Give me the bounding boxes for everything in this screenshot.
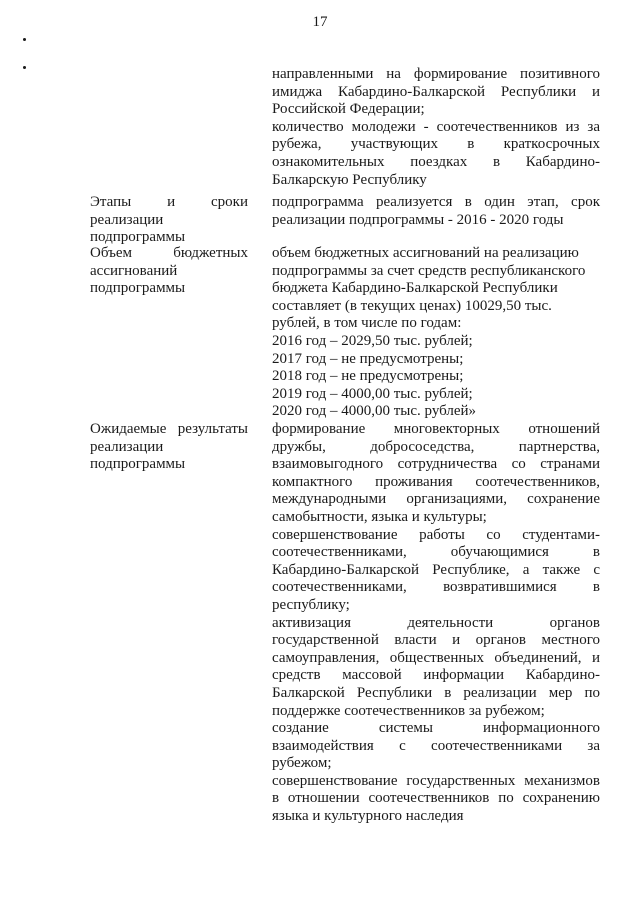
text-line: компактного проживания соотечественников, [272,473,600,490]
label-line: подпрограммы [90,456,186,473]
text-line: взаимодействия с соотечественниками за [272,737,600,754]
text-line: направленными на формирование позитивного [272,66,600,82]
text-line: Российской Федерации; [272,101,425,118]
text-line: имиджа Кабардино-Балкарской Республики и [272,83,600,100]
text-line: 2016 год – 2029,50 тыс. рублей; [272,332,473,349]
text-line: рубежа, участвующих в краткосрочных [272,136,600,153]
text-line: рубежом; [272,755,332,772]
text-line: соотечественниками, возвратившимися в [272,579,600,596]
label-line: ассигнований [90,262,178,279]
label-line: Ожидаемые результаты [90,421,248,437]
continued-value-text [272,66,600,189]
label-line: подпрограммы [90,280,186,297]
label-line: реализации [90,438,164,455]
text-line: республику; [272,596,350,613]
text-line: Кабардино-Балкарской Республике, а также с [272,561,600,578]
margin-mark [23,66,26,69]
row-label-results [90,421,248,474]
text-line: активизация деятельности органов [272,614,600,631]
text-line: рублей, в том числе по годам: [272,315,462,332]
text-line: 2020 год – 4000,00 тыс. рублей» [272,403,477,420]
row-value-results [272,421,600,826]
label-line: Объем бюджетных [90,245,248,261]
text-line: поддержке соотечественников за рубежом; [272,702,545,719]
text-line: совершенствование государственных механизмов [272,772,600,789]
text-line: объем бюджетных ассигнований на реализацию [272,245,579,261]
row-value-budget [272,245,600,421]
text-line: количество молодежи - соотечественников из за [272,118,600,135]
label-line: реализации [90,211,164,228]
text-line: формирование многовекторных отношений [272,421,600,437]
text-line: ознакомительных поездках в Кабардино- [272,153,600,170]
row-label-stages [90,194,248,247]
text-line: языка и культурного наследия [272,808,464,825]
margin-mark [23,38,26,41]
text-line: соотечественниками, обучающимися в [272,544,600,561]
text-line: самобытности, языка и культуры; [272,508,487,525]
text-line: бюджета Кабардино-Балкарской Республики [272,280,558,297]
text-line: реализации подпрограммы - 2016 - 2020 годы [272,211,564,228]
text-line: международными организациями, сохранение [272,491,600,508]
text-line: в отношении соотечественников по сохранению [272,790,600,807]
text-line: создание системы информационного [272,720,600,737]
text-line: 2018 год – не предусмотрены; [272,368,464,385]
text-line: 2019 год – 4000,00 тыс. рублей; [272,385,473,402]
text-line: подпрограммы за счет средств республиканского [272,262,586,279]
label-line: Этапы и сроки [90,194,248,210]
row-value-stages [272,194,600,229]
text-line: подпрограмма реализуется в один этап, срок [272,194,600,210]
text-line: Балкарской Республики в реализации мер по [272,684,600,701]
text-line: средств массовой информации Кабардино- [272,667,600,684]
text-line: государственной власти и органов местного [272,632,600,649]
text-line: Балкарскую Республику [272,171,427,188]
text-line: составляет (в текущих ценах) 10029,50 тыс. [272,297,552,314]
text-line: взаимовыгодного сотрудничества со странами [272,456,600,473]
row-label-budget [90,245,248,298]
label-line: подпрограммы [90,229,186,246]
text-line: совершенствование работы со студентами- [272,526,600,543]
text-line: самоуправления, общественных объединений, и [272,649,600,666]
text-line: 2017 год – не предусмотрены; [272,350,464,367]
text-line: дружбы, добрососедства, партнерства, [272,438,600,455]
page-number: 17 [312,14,328,30]
